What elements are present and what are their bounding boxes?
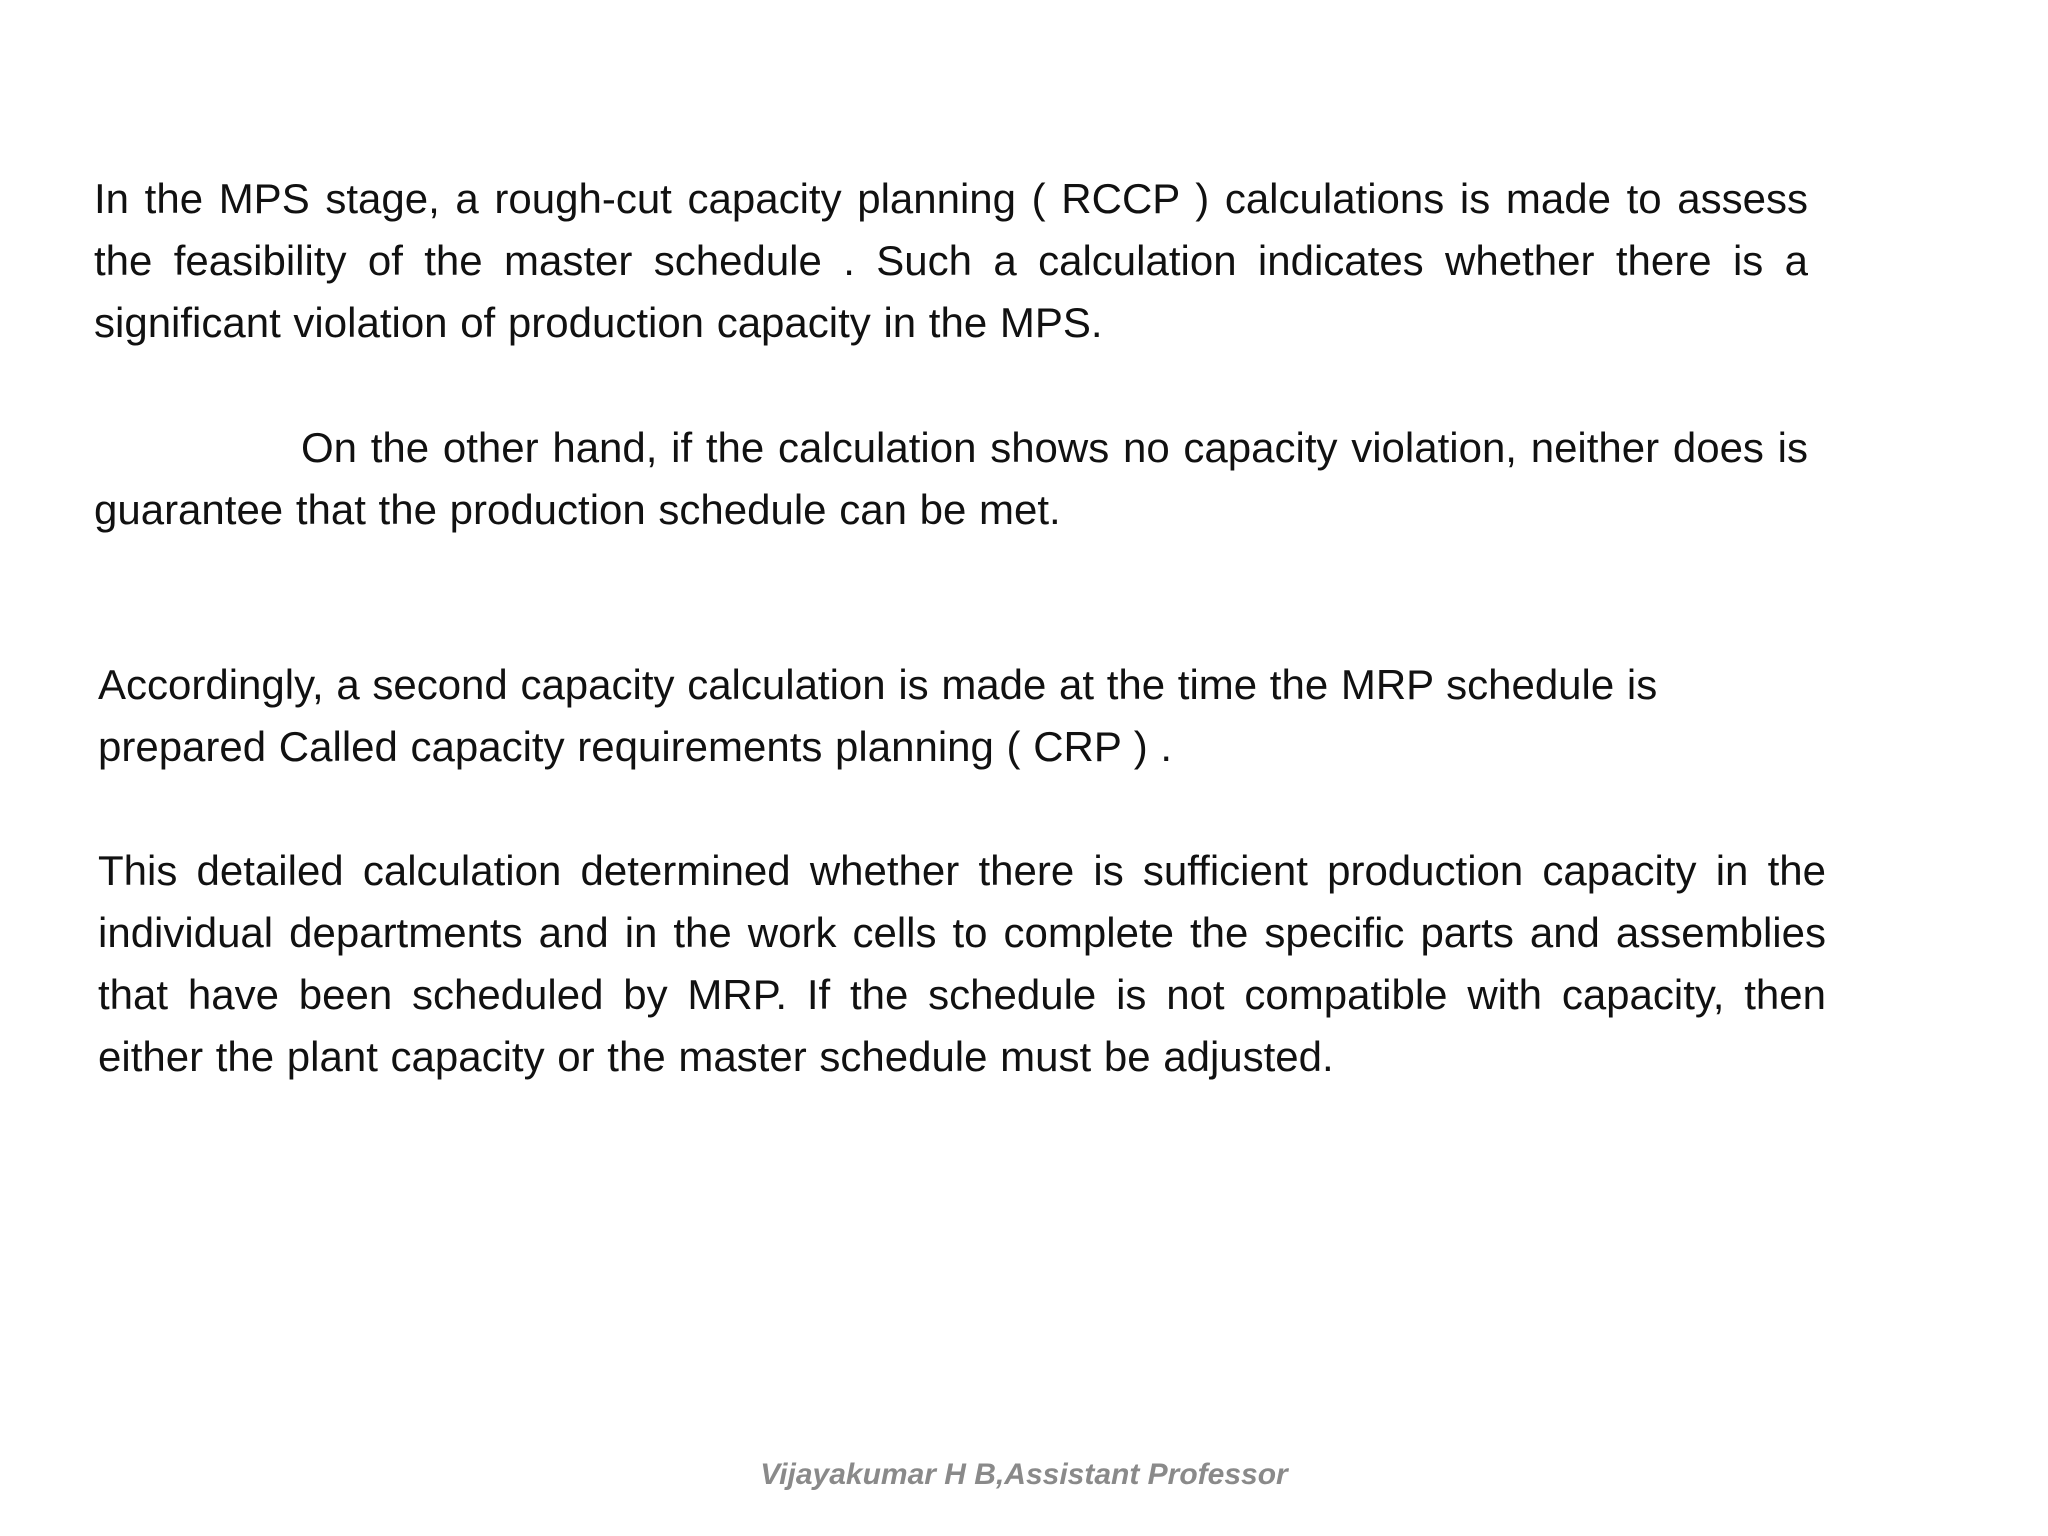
paragraph-crp: Accordingly, a second capacity calculation is made at the time the MRP schedule is prepared Called capacity requirements planning ( CRP ) . [98,661,1658,770]
paragraph-rccp: In the MPS stage, a rough-cut capacity planning ( RCCP ) calculations is made to assess the feasibility of the master schedule . Such a calculation indicates whether there is a significant violation of production capacity in the MPS. [94,175,1808,346]
footer-author: Vijayakumar H B,Assistant Professor [760,1458,1288,1491]
paragraph-detailed-calculation: This detailed calculation determined whether there is sufficient production capacity in the individual departments and in the work cells to complete the specific parts and assemblies that have been scheduled by MRP. If the schedule is not compatible with capacity, then either the plant capacity or the master schedule must be adjusted. [98,847,1826,1080]
paragraph-no-violation: On the other hand, if the calculation shows no capacity violation, neither does is guarantee that the production schedule can be met. [94,424,1808,533]
